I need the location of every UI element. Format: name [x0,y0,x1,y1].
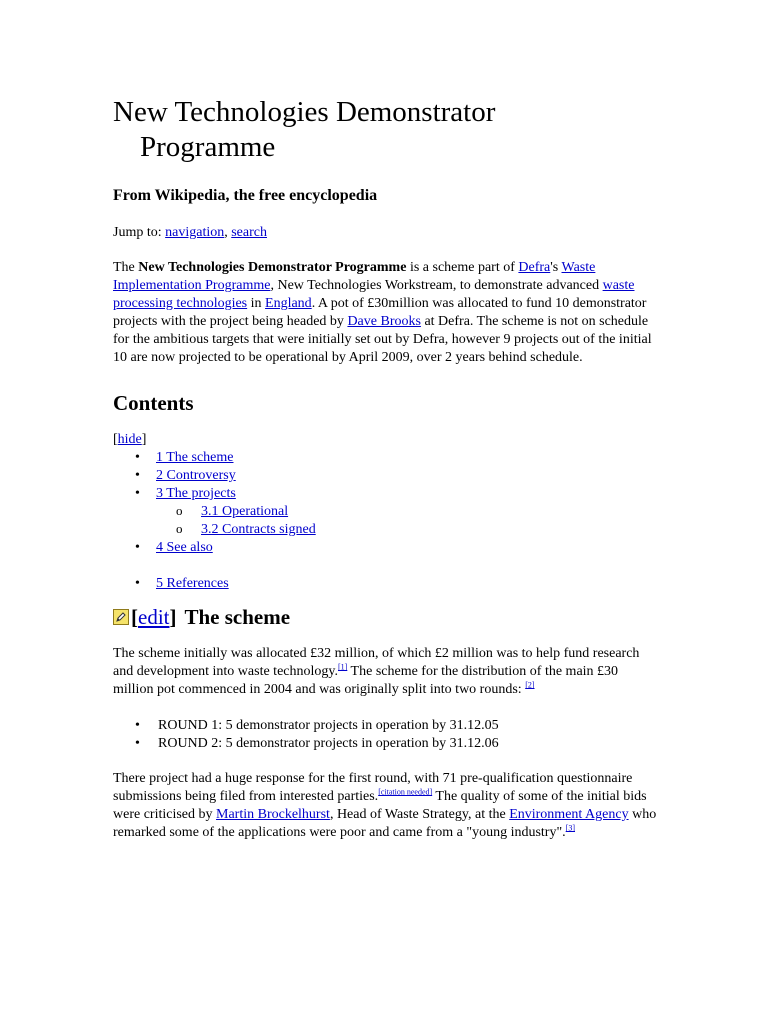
section-heading-the-scheme [113,603,658,631]
toc-bracket-close: ] [141,432,147,447]
toc-hide-link[interactable]: hide [117,432,142,447]
intro-paragraph [113,259,658,367]
toc-link-the-scheme[interactable]: 1 The scheme [156,450,234,465]
toc-link-contracts-signed[interactable]: 3.2 Contracts signed [201,522,316,537]
contents-heading: Contents [113,391,194,415]
toc-subitem [156,521,658,539]
edit-bracket-close: ] [169,605,177,629]
toc-link-controversy[interactable]: 2 Controversy [156,468,236,483]
list-item: • ROUND 1: 5 demonstrator projects in operation by 31.12.05 [113,717,658,735]
toc-link-operational[interactable]: 3.1 Operational [201,504,289,519]
england-link[interactable]: England [265,296,312,311]
reference-1-link[interactable]: [1] [337,662,348,672]
toc-link-the-projects[interactable]: 3 The projects [156,486,236,501]
section-title: The scheme [184,605,291,629]
jump-to-links [113,225,658,241]
rounds-list [113,717,658,753]
environment-agency-link[interactable]: Environment Agency [509,807,629,822]
table-of-contents [113,449,658,593]
defra-link[interactable]: Defra [518,260,551,275]
scheme-p2-text-1: There project had a huge response for the first round, with 71 pre-qualification questionnaire submissions being filed from interested parties. [113,771,633,804]
intro-text-3: 's [550,260,562,275]
pencil-icon-glyph [114,610,128,624]
intro-text-4: , New Technologies Workstream, to demonstrate advanced [270,278,603,293]
scheme-p1-text-1: The scheme initially was allocated £32 million, of which £2 million was to help fund research and development into waste technology. [113,646,640,679]
scheme-paragraph-2 [113,770,658,842]
toc-sublist [156,503,658,539]
intro-text-5: in [247,296,266,311]
scheme-paragraph-1 [113,645,658,699]
list-item: • ROUND 2: 5 demonstrator projects in operation by 31.12.06 [113,735,658,753]
waste-processing-technologies-link[interactable]: waste processing technologies [113,278,635,311]
intro-text-6: . A pot of £30million was allocated to fund 10 demonstrator projects with the project being headed by [113,296,647,329]
toc-item [113,575,658,593]
pencil-icon[interactable] [113,609,129,625]
edit-bracket-open: [ [131,605,138,629]
toc-hide-toggle [113,431,658,449]
intro-text-1: The [113,260,139,275]
reference-3-link[interactable]: [3] [565,823,576,833]
jump-separator: , [224,225,232,240]
scheme-p1-text-2: The scheme for the distribution of the main £30 million pot commenced in 2004 and was originally split into two rounds: [113,664,619,697]
jump-to-label: Jump to: [113,225,166,240]
toc-subitem [156,503,658,521]
page-title: New Technologies Demonstrator Programme [113,96,496,163]
article-content [113,95,658,842]
toc-link-see-also[interactable]: 4 See also [156,540,213,555]
citation-needed-link[interactable]: [citation needed] [378,787,433,797]
intro-text-7: at Defra. The scheme is not on schedule for the ambitious targets that were initially set out by Defra, however 9 projects out of the initial 10 are now projected to be operational by April 2009, over 2 years behind schedule. [113,314,652,365]
edit-section-link[interactable]: edit [138,605,170,629]
scheme-p2-text-3: , Head of Waste Strategy, at the [329,807,510,822]
toc-item [113,485,658,539]
site-subtitle: From Wikipedia, the free encyclopedia [113,187,378,204]
toc-item [113,467,658,485]
toc-bracket-open: [ [113,432,118,447]
dave-brooks-link[interactable]: Dave Brooks [347,314,421,329]
martin-brockelhurst-link[interactable]: Martin Brockelhurst [216,807,330,822]
waste-implementation-programme-link[interactable]: Waste Implementation Programme [113,260,596,293]
toc-link-references[interactable]: 5 References [156,576,229,591]
toc-item [113,449,658,467]
jump-navigation-link[interactable]: navigation [165,225,225,240]
scheme-p2-text-2: The quality of some of the initial bids were criticised by [113,789,647,822]
reference-2-link[interactable]: [2] [525,680,535,690]
jump-search-link[interactable]: search [231,225,267,240]
toc-item [113,539,658,557]
scheme-p2-text-4: who remarked some of the applications were poor and came from a "young industry". [113,807,657,840]
intro-bold-title: New Technologies Demonstrator Programme [138,260,407,275]
intro-text-2: is a scheme part of [406,260,519,275]
